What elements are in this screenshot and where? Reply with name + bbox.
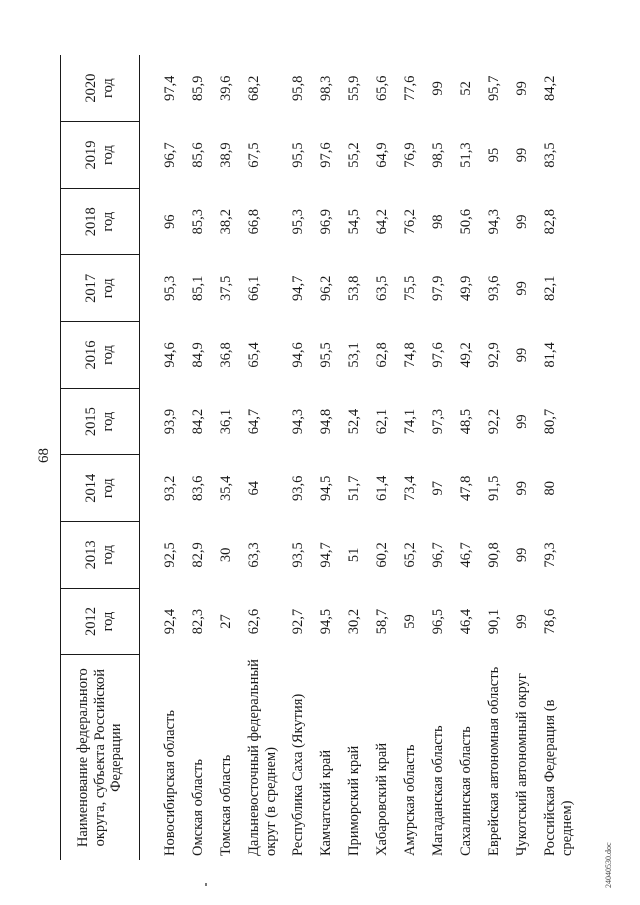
value-cell: 46,7 bbox=[458, 542, 474, 568]
year-label: 2013 bbox=[83, 540, 100, 570]
value-cell: 93,9 bbox=[162, 408, 178, 435]
value-cell: 96,5 bbox=[430, 608, 446, 635]
table-row bbox=[190, 55, 218, 860]
value-cell: 95,5 bbox=[318, 342, 334, 368]
value-cell: 65,6 bbox=[374, 75, 390, 102]
value-cell: 80,7 bbox=[542, 408, 558, 435]
value-cell: 74,1 bbox=[402, 408, 418, 435]
value-cell: 85,9 bbox=[190, 75, 206, 102]
year-unit: год bbox=[100, 544, 116, 565]
value-cell: 36,1 bbox=[218, 408, 234, 435]
value-cell: 97,6 bbox=[318, 142, 334, 168]
value-cell: 97,3 bbox=[430, 408, 446, 435]
value-cell: 54,5 bbox=[346, 209, 362, 235]
value-cell: 65,4 bbox=[246, 342, 262, 368]
column-header-year bbox=[61, 588, 140, 655]
value-cell: 59 bbox=[402, 614, 418, 629]
row-name-cell: Чукотский автономный округ bbox=[514, 673, 530, 856]
value-cell: 76,2 bbox=[402, 209, 418, 235]
column-header-year bbox=[61, 388, 140, 455]
value-cell: 39,6 bbox=[218, 75, 234, 102]
value-cell: 97,4 bbox=[162, 75, 178, 102]
value-cell: 30 bbox=[218, 547, 234, 563]
value-cell: 95,7 bbox=[486, 75, 502, 102]
row-name-cell: Омская область bbox=[190, 759, 206, 856]
value-cell: 55,2 bbox=[346, 142, 362, 168]
table-row bbox=[486, 55, 514, 860]
value-cell: 84,9 bbox=[190, 342, 206, 368]
value-cell: 95,3 bbox=[290, 209, 306, 235]
value-cell: 77,6 bbox=[402, 75, 418, 102]
table-row bbox=[542, 55, 586, 860]
value-cell: 97,9 bbox=[430, 275, 446, 302]
value-cell: 63,5 bbox=[374, 275, 390, 302]
value-cell: 98,5 bbox=[430, 142, 446, 168]
document-code: 24040530.doc bbox=[604, 842, 613, 888]
value-cell: 58,7 bbox=[374, 608, 390, 635]
value-cell: 99 bbox=[514, 614, 530, 629]
value-cell: 83,5 bbox=[542, 142, 558, 168]
value-cell: 99 bbox=[514, 414, 530, 429]
value-cell: 47,8 bbox=[458, 475, 474, 501]
value-cell: 66,8 bbox=[246, 209, 262, 235]
table-row bbox=[246, 55, 290, 860]
value-cell: 92,4 bbox=[162, 608, 178, 635]
value-cell: 67,5 bbox=[246, 142, 262, 168]
value-cell: 36,8 bbox=[218, 342, 234, 368]
value-cell: 82,8 bbox=[542, 209, 558, 235]
page-number: 68 bbox=[36, 448, 52, 463]
column-header-year bbox=[61, 122, 140, 189]
value-cell: 95 bbox=[486, 147, 502, 163]
value-cell: 66,1 bbox=[246, 275, 262, 302]
value-cell: 99 bbox=[430, 81, 446, 96]
value-cell: 96,7 bbox=[430, 542, 446, 568]
value-cell: 83,6 bbox=[190, 475, 206, 501]
table-row bbox=[458, 55, 486, 860]
value-cell: 27 bbox=[218, 614, 234, 629]
year-label: 2018 bbox=[83, 207, 100, 237]
table-header-row bbox=[61, 55, 140, 860]
value-cell: 46,4 bbox=[458, 608, 474, 635]
value-cell: 65,2 bbox=[402, 542, 418, 568]
value-cell: 49,9 bbox=[458, 275, 474, 302]
value-cell: 63,3 bbox=[246, 542, 262, 568]
value-cell: 55,9 bbox=[346, 75, 362, 102]
data-table-container bbox=[60, 55, 595, 860]
table-row bbox=[514, 55, 542, 860]
value-cell: 90,8 bbox=[486, 542, 502, 568]
year-unit: год bbox=[100, 278, 116, 299]
value-cell: 80 bbox=[542, 481, 558, 496]
value-cell: 99 bbox=[514, 147, 530, 163]
table-row bbox=[346, 55, 374, 860]
year-label: 2015 bbox=[83, 407, 100, 437]
table-row bbox=[218, 55, 246, 860]
value-cell: 74,8 bbox=[402, 342, 418, 368]
value-cell: 64,7 bbox=[246, 408, 262, 435]
value-cell: 99 bbox=[514, 547, 530, 563]
value-cell: 94,7 bbox=[318, 542, 334, 568]
value-cell: 99 bbox=[514, 481, 530, 496]
table-row bbox=[402, 55, 430, 860]
value-cell: 95,3 bbox=[162, 275, 178, 302]
value-cell: 76,9 bbox=[402, 142, 418, 168]
column-header-year bbox=[61, 455, 140, 522]
value-cell: 85,3 bbox=[190, 209, 206, 235]
value-cell: 92,5 bbox=[162, 542, 178, 568]
column-header-year bbox=[61, 255, 140, 322]
value-cell: 97 bbox=[430, 481, 446, 496]
value-cell: 93,6 bbox=[486, 275, 502, 302]
value-cell: 92,7 bbox=[290, 608, 306, 635]
row-name-cell: Дальневосточный федеральный округ (в среднем) bbox=[246, 659, 279, 856]
value-cell: 99 bbox=[514, 281, 530, 296]
value-cell: 60,2 bbox=[374, 542, 390, 568]
value-cell: 96,2 bbox=[318, 275, 334, 302]
value-cell: 94,5 bbox=[318, 475, 334, 501]
value-cell: 75,5 bbox=[402, 275, 418, 302]
value-cell: 92,2 bbox=[486, 408, 502, 435]
row-name-cell: Приморский край bbox=[346, 745, 362, 856]
value-cell: 98,3 bbox=[318, 75, 334, 102]
value-cell: 93,5 bbox=[290, 542, 306, 568]
year-unit: год bbox=[100, 345, 116, 365]
value-cell: 94,7 bbox=[290, 275, 306, 302]
year-unit: год bbox=[100, 478, 116, 499]
row-name-cell: Магаданская область bbox=[430, 725, 446, 856]
value-cell: 84,2 bbox=[542, 75, 558, 102]
column-header-year bbox=[61, 55, 140, 122]
value-cell: 82,3 bbox=[190, 608, 206, 635]
value-cell: 38,2 bbox=[218, 209, 234, 235]
value-cell: 51,3 bbox=[458, 142, 474, 168]
value-cell: 82,9 bbox=[190, 542, 206, 568]
scan-artifact bbox=[205, 883, 207, 886]
value-cell: 64,2 bbox=[374, 209, 390, 235]
table-row bbox=[318, 55, 346, 860]
table-row bbox=[374, 55, 402, 860]
table-row bbox=[430, 55, 458, 860]
value-cell: 73,4 bbox=[402, 475, 418, 501]
value-cell: 90,1 bbox=[486, 608, 502, 635]
value-cell: 94,3 bbox=[290, 408, 306, 435]
value-cell: 64 bbox=[246, 481, 262, 496]
value-cell: 37,5 bbox=[218, 275, 234, 302]
row-name-cell: Сахалинская область bbox=[458, 726, 474, 856]
value-cell: 84,2 bbox=[190, 408, 206, 435]
value-cell: 94,5 bbox=[318, 608, 334, 635]
value-cell: 50,6 bbox=[458, 209, 474, 235]
value-cell: 82,1 bbox=[542, 275, 558, 302]
value-cell: 99 bbox=[514, 81, 530, 96]
column-header-name: Наименование федерального округа, субъекта Российской Федерации bbox=[61, 655, 140, 860]
year-unit: год bbox=[100, 211, 116, 232]
value-cell: 38,9 bbox=[218, 142, 234, 168]
value-cell: 61,4 bbox=[374, 475, 390, 501]
row-name-cell: Амурская область bbox=[402, 744, 418, 856]
year-label: 2019 bbox=[83, 140, 100, 170]
value-cell: 94,8 bbox=[318, 408, 334, 435]
value-cell: 62,8 bbox=[374, 342, 390, 368]
value-cell: 79,3 bbox=[542, 542, 558, 568]
value-cell: 48,5 bbox=[458, 408, 474, 435]
column-header-year bbox=[61, 188, 140, 255]
value-cell: 52 bbox=[458, 81, 474, 96]
value-cell: 85,1 bbox=[190, 275, 206, 302]
value-cell: 99 bbox=[514, 214, 530, 229]
value-cell: 49,2 bbox=[458, 342, 474, 368]
value-cell: 62,1 bbox=[374, 408, 390, 435]
table-row bbox=[140, 55, 191, 860]
table-row bbox=[290, 55, 318, 860]
column-header-year bbox=[61, 522, 140, 589]
value-cell: 95,8 bbox=[290, 75, 306, 102]
value-cell: 99 bbox=[514, 347, 530, 363]
value-cell: 94,3 bbox=[486, 209, 502, 235]
value-cell: 97,6 bbox=[430, 342, 446, 368]
value-cell: 81,4 bbox=[542, 342, 558, 368]
value-cell: 35,4 bbox=[218, 475, 234, 501]
row-name-cell: Камчатский край bbox=[318, 749, 334, 856]
value-cell: 96 bbox=[162, 214, 178, 229]
value-cell: 94,6 bbox=[290, 342, 306, 368]
year-label: 2012 bbox=[83, 607, 100, 637]
value-cell: 96,7 bbox=[162, 142, 178, 168]
value-cell: 92,9 bbox=[486, 342, 502, 368]
row-name-cell: Республика Саха (Якутия) bbox=[290, 693, 306, 856]
value-cell: 68,2 bbox=[246, 75, 262, 102]
value-cell: 51,7 bbox=[346, 475, 362, 501]
data-table bbox=[60, 55, 586, 860]
value-cell: 53,8 bbox=[346, 275, 362, 302]
year-label: 2020 bbox=[83, 73, 100, 103]
row-name-cell: Хабаровский край bbox=[374, 742, 390, 856]
year-unit: год bbox=[100, 611, 116, 632]
value-cell: 91,5 bbox=[486, 475, 502, 501]
value-cell: 78,6 bbox=[542, 608, 558, 635]
year-unit: год bbox=[100, 78, 116, 99]
value-cell: 62,6 bbox=[246, 608, 262, 635]
value-cell: 94,6 bbox=[162, 342, 178, 368]
column-header-year bbox=[61, 322, 140, 389]
year-label: 2014 bbox=[83, 473, 100, 503]
row-name-cell: Томская область bbox=[218, 754, 234, 856]
value-cell: 30,2 bbox=[346, 608, 362, 635]
row-name-cell: Российская Федерация (в среднем) bbox=[542, 699, 575, 856]
value-cell: 93,6 bbox=[290, 475, 306, 501]
row-name-cell: Еврейская автономная область bbox=[486, 666, 502, 856]
value-cell: 85,6 bbox=[190, 142, 206, 168]
year-unit: год bbox=[100, 145, 116, 165]
value-cell: 51 bbox=[346, 547, 362, 563]
year-unit: год bbox=[100, 411, 116, 432]
value-cell: 95,5 bbox=[290, 142, 306, 168]
value-cell: 93,2 bbox=[162, 475, 178, 501]
value-cell: 64,9 bbox=[374, 142, 390, 168]
value-cell: 52,4 bbox=[346, 408, 362, 435]
year-label: 2016 bbox=[83, 340, 100, 370]
value-cell: 53,1 bbox=[346, 342, 362, 368]
row-name-cell: Новосибирская область bbox=[162, 710, 178, 856]
value-cell: 96,9 bbox=[318, 209, 334, 235]
value-cell: 98 bbox=[430, 214, 446, 229]
year-label: 2017 bbox=[83, 273, 100, 303]
